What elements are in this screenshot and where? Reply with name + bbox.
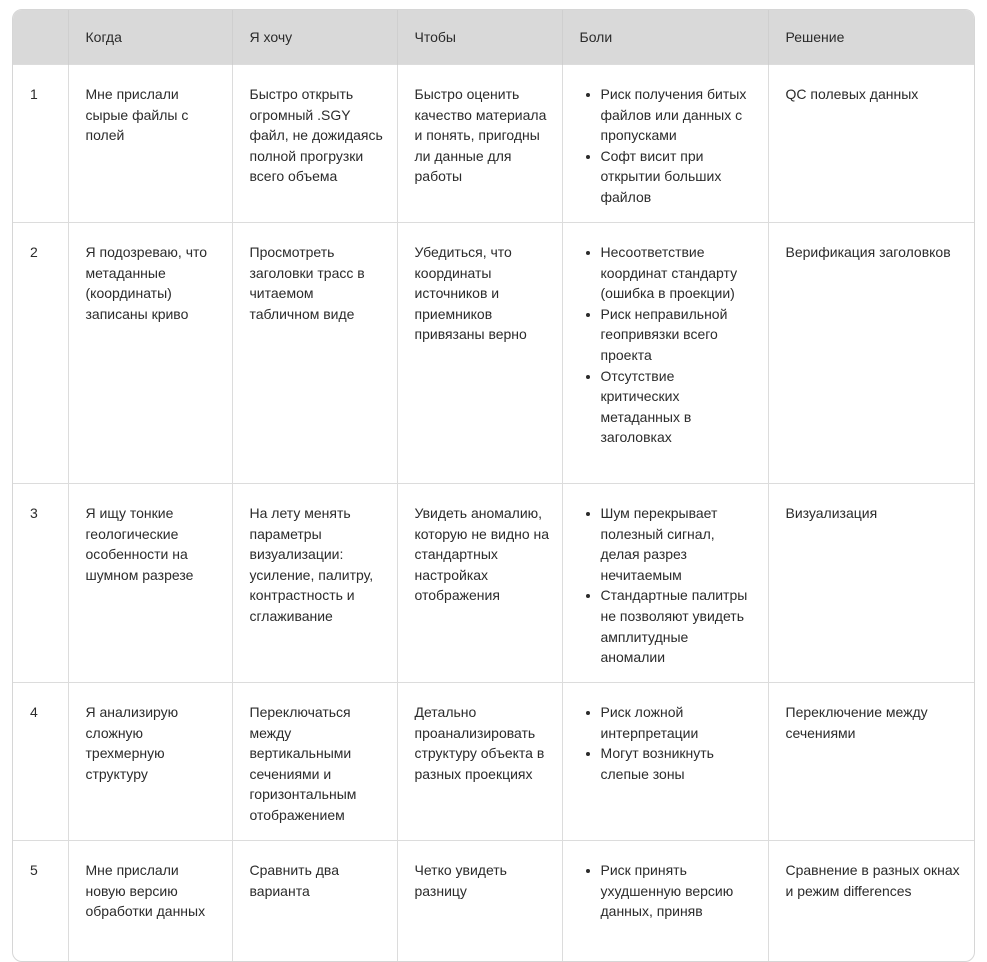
pains-list bbox=[580, 860, 756, 922]
cell-so-that: Убедиться, что координаты источников и приемников привязаны верно bbox=[397, 223, 562, 484]
pains-list bbox=[580, 242, 756, 448]
cell-solution: Сравнение в разных окнах и режим differences bbox=[768, 841, 974, 961]
cell-pains bbox=[562, 841, 768, 961]
pain-item: • Риск получения битых файлов или данных с пропусками bbox=[601, 84, 756, 146]
row-number: 1 bbox=[13, 65, 68, 223]
cell-so-that: Детально проанализировать структуру объекта в разных проекциях bbox=[397, 683, 562, 841]
pain-item: • Риск принять ухудшенную версию данных, приняв bbox=[601, 860, 756, 922]
cell-want: Сравнить два варианта bbox=[232, 841, 397, 961]
cell-when: Я подозреваю, что метаданные (координаты) записаны криво bbox=[68, 223, 232, 484]
cell-solution: Верификация заголовков bbox=[768, 223, 974, 484]
pains-list bbox=[580, 702, 756, 784]
row-number: 3 bbox=[13, 484, 68, 683]
cell-when: Мне прислали сырые файлы с полей bbox=[68, 65, 232, 223]
pain-item: • Шум перекрывает полезный сигнал, делая разрез нечитаемым bbox=[601, 503, 756, 585]
jobs-table bbox=[13, 10, 974, 961]
pains-list bbox=[580, 84, 756, 208]
cell-when: Я ищу тонкие геологические особенности на шумном разрезе bbox=[68, 484, 232, 683]
header-so-that: Чтобы bbox=[397, 10, 562, 65]
table-row bbox=[13, 65, 974, 223]
cell-want: Быстро открыть огромный .SGY файл, не дожидаясь полной прогрузки всего объема bbox=[232, 65, 397, 223]
row-number: 4 bbox=[13, 683, 68, 841]
table-row bbox=[13, 841, 974, 961]
pain-item: • Отсутствие критических метаданных в заголовках bbox=[601, 366, 756, 448]
header-want: Я хочу bbox=[232, 10, 397, 65]
cell-when: Мне прислали новую версию обработки данных bbox=[68, 841, 232, 961]
header-when: Когда bbox=[68, 10, 232, 65]
header-number bbox=[13, 10, 68, 65]
cell-want: На лету менять параметры визуализации: усиление, палитру, контрастность и сглаживание bbox=[232, 484, 397, 683]
jobs-table-container bbox=[12, 9, 975, 962]
cell-pains bbox=[562, 223, 768, 484]
pain-item: • Риск ложной интерпретации bbox=[601, 702, 756, 743]
table-header-row bbox=[13, 10, 974, 65]
pain-item: • Стандартные палитры не позволяют увидеть амплитудные аномалии bbox=[601, 585, 756, 667]
cell-pains bbox=[562, 683, 768, 841]
cell-solution: QC полевых данных bbox=[768, 65, 974, 223]
row-number: 2 bbox=[13, 223, 68, 484]
cell-so-that: Увидеть аномалию, которую не видно на стандартных настройках отображения bbox=[397, 484, 562, 683]
pain-item: • Софт висит при открытии больших файлов bbox=[601, 146, 756, 208]
cell-pains bbox=[562, 65, 768, 223]
cell-so-that: Быстро оценить качество материала и понять, пригодны ли данные для работы bbox=[397, 65, 562, 223]
cell-solution: Визуализация bbox=[768, 484, 974, 683]
row-number: 5 bbox=[13, 841, 68, 961]
table-row bbox=[13, 484, 974, 683]
table-row bbox=[13, 683, 974, 841]
cell-so-that: Четко увидеть разницу bbox=[397, 841, 562, 961]
cell-solution: Переключение между сечениями bbox=[768, 683, 974, 841]
pains-list bbox=[580, 503, 756, 668]
cell-want: Просмотреть заголовки трасс в читаемом табличном виде bbox=[232, 223, 397, 484]
cell-when: Я анализирую сложную трехмерную структуру bbox=[68, 683, 232, 841]
pain-item: • Риск неправильной геопривязки всего проекта bbox=[601, 304, 756, 366]
table-row bbox=[13, 223, 974, 484]
pain-item: • Несоответствие координат стандарту (ошибка в проекции) bbox=[601, 242, 756, 304]
header-solution: Решение bbox=[768, 10, 974, 65]
cell-pains bbox=[562, 484, 768, 683]
header-pains: Боли bbox=[562, 10, 768, 65]
pain-item: • Могут возникнуть слепые зоны bbox=[601, 743, 756, 784]
cell-want: Переключаться между вертикальными сечениями и горизонтальным отображением bbox=[232, 683, 397, 841]
